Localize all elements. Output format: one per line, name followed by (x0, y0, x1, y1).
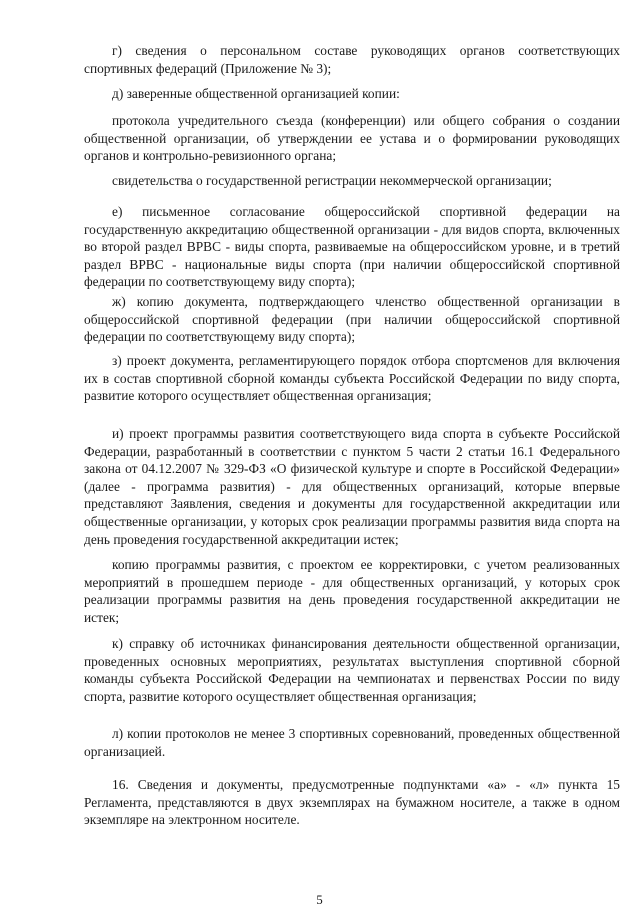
paragraph-i: и) проект программы развития соответствующего вида спорта в субъекте Российской Федерации, разработанный в соответствии с пунктом 5 части 2 статьи 16.1 Федерального закона от 04.12.2007 № 329-ФЗ «О физической культуре и спорте в Российской Федерации» (далее - программа развития) - для общественных организаций, которые впервые представляют Заявления, сведения и документы для государственной аккредитации или общественные организации, у которых срок реализации программы развития вида спорта на день проведения государственной аккредитации истек; (84, 426, 620, 547)
paragraph-z: з) проект документа, регламентирующего порядок отбора спортсменов для включения их в состав спортивной сборной команды субъекта Российской Федерации по виду спорта, развитие которого осуществляет общественная организация; (84, 353, 620, 404)
paragraph-l: л) копии протоколов не менее 3 спортивных соревнований, проведенных общественной организацией. (84, 726, 620, 759)
page-number: 5 (316, 892, 323, 907)
paragraph-16: 16. Сведения и документы, предусмотренные подпунктами «а» - «л» пункта 15 Регламента, представляются в двух экземплярах на бумажном носителе, а также в одном экземпляре на электронном носителе. (84, 777, 620, 828)
paragraph-k: к) справку об источниках финансирования деятельности общественной организации, проведенных основных мероприятиях, результатах выступления спортивной сборной команды субъекта Российской Федерации на чемпионатах и первенствах России по виду спорта, развитие которого осуществляет общественная организация; (84, 636, 620, 704)
paragraph-g: г) сведения о персональном составе руководящих органов соответствующих спортивных федераций (Приложение № 3); (84, 43, 620, 76)
paragraph-zh: ж) копию документа, подтверждающего членство общественной организации в общероссийской спортивной федерации (при наличии общероссийской спортивной федерации по соответствующему виду спорта); (84, 294, 620, 345)
paragraph-certificate: свидетельства о государственной регистрации некоммерческой организации; (112, 173, 552, 188)
paragraph-e: е) письменное согласование общероссийской спортивной федерации на государственную аккредитацию общественной организации - для видов спорта, включенных во второй раздел ВРВС - виды спорта, развиваемые на общероссийском уровне, и в третий раздел ВРВС - национальные виды спорта (при наличии общероссийской спортивной федерации по соответствующему виду спорта); (84, 204, 620, 290)
paragraph-copy-program: копию программы развития, с проектом ее корректировки, с учетом реализованных мероприятий в прошедшем периоде - для общественных организаций, у которых срок реализации программы развития на день проведения государственной аккредитации не истек; (84, 557, 620, 625)
paragraph-d: д) заверенные общественной организацией копии: (112, 86, 400, 101)
paragraph-protocol: протокола учредительного съезда (конференции) или общего собрания о создании общественной организации, об утверждении ее устава и о формировании руководящих органов и контрольно-ревизионного органа; (84, 113, 620, 164)
